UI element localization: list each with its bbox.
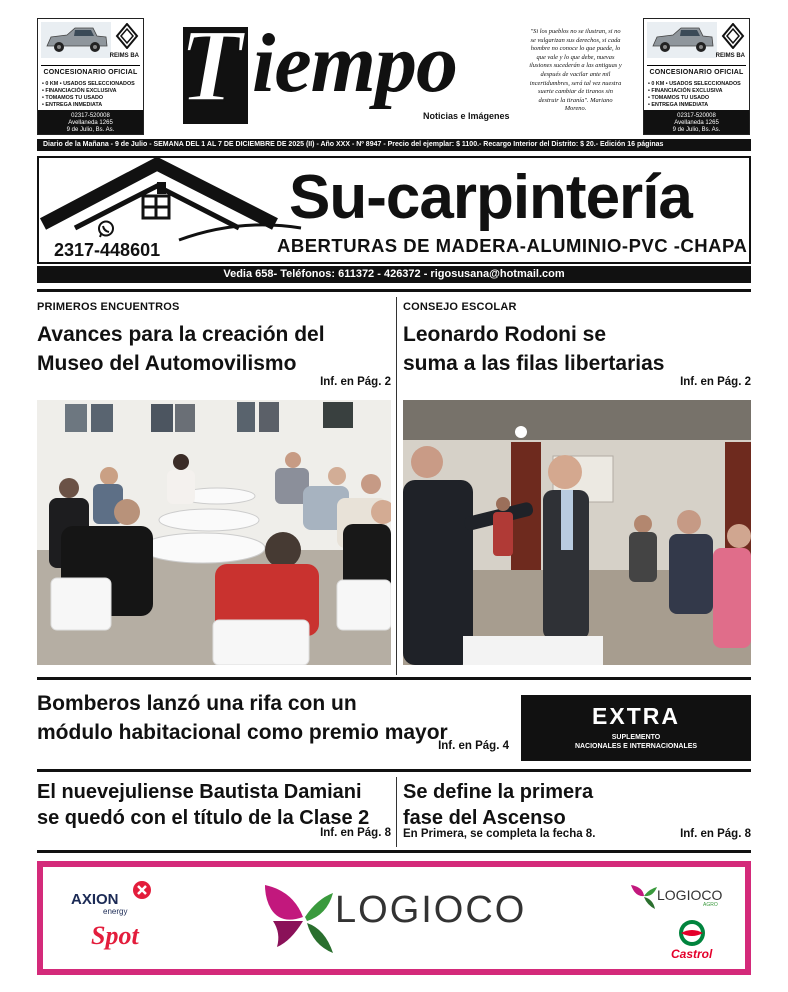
spot-logo: Spot <box>91 921 139 950</box>
axion-mark-icon <box>132 880 152 900</box>
dealer-brand: REIMS BA <box>109 53 139 59</box>
article-ascenso-subline: En Primera, se completa la fecha 8. <box>403 828 596 840</box>
dealer-footer <box>644 110 749 134</box>
castrol-wordmark: Castrol <box>671 947 713 961</box>
dealer-ad-left <box>37 18 144 135</box>
carpinteria-phone: 2317-448601 <box>54 240 161 260</box>
article-left-kicker: PRIMEROS ENCUENTROS <box>37 301 180 313</box>
castrol-logo-icon <box>677 919 707 947</box>
renault-logo-icon <box>115 23 139 49</box>
carpinteria-contact-bar: Vedia 658- Teléfonos: 611372 - 426372 - rigosusana@hotmail.com <box>37 266 751 283</box>
section-divider <box>37 769 751 772</box>
masthead-title: iempo <box>252 17 457 110</box>
article-bomberos-page-ref[interactable]: Inf. en Pág. 4 <box>438 740 509 752</box>
logioco-wordmark: LOGIOCO <box>335 889 527 931</box>
carpinteria-name: Su-carpintería <box>289 163 692 232</box>
column-divider <box>396 777 397 847</box>
headline-line: se quedó con el título de la Clase 2 <box>37 807 370 829</box>
renault-logo-icon <box>721 23 745 49</box>
dealer-list-item: • TOMAMOS TU USADO <box>42 95 104 101</box>
logioco-agro-icon <box>631 883 657 909</box>
headline-line: Museo del Automovilismo <box>37 352 297 375</box>
article-bomberos-headline[interactable] <box>37 689 448 747</box>
headline-line: suma a las filas libertarias <box>403 352 665 375</box>
dealer-list-item: • ENTREGA INMEDIATA <box>42 102 103 108</box>
carpinteria-tagline: ABERTURAS DE MADERA-ALUMINIO-PVC -CHAPA <box>277 235 748 256</box>
headline-line: módulo habitacional como premio mayor <box>37 721 448 744</box>
article-damiani-page-ref[interactable]: Inf. en Pág. 8 <box>320 827 391 839</box>
whatsapp-icon <box>97 220 115 238</box>
dealer-title: CONCESIONARIO OFICIAL <box>649 69 744 76</box>
dealer-title: CONCESIONARIO OFICIAL <box>43 69 138 76</box>
article-right-page-ref[interactable]: Inf. en Pág. 2 <box>680 376 751 388</box>
logioco-ad[interactable] <box>37 861 751 975</box>
headline-line: Leonardo Rodoni se <box>403 323 607 346</box>
dealer-list-item: • TOMAMOS TU USADO <box>648 95 710 101</box>
dealer-city: 9 de Julio, Bs. As. <box>672 127 721 133</box>
logioco-agro-wordmark: LOGIOCO <box>657 887 723 903</box>
extra-supplement-box[interactable] <box>521 695 751 761</box>
article-ascenso-page-ref[interactable]: Inf. en Pág. 8 <box>680 828 751 840</box>
edition-info-bar: Diario de la Mañana - 9 de Julio - SEMANA DEL 1 AL 7 DE DICIEMBRE DE 2025 (II) - Año XXX - Nº 8947 - Precio del ejemplar: $ 1100.- Recargo Interior del Distrito: $ 20.- Edición 16 páginas <box>37 139 751 151</box>
extra-line2: NACIONALES E INTERNACIONALES <box>574 743 698 750</box>
article-right-kicker: CONSEJO ESCOLAR <box>403 301 517 313</box>
article-ascenso-headline[interactable] <box>403 779 593 831</box>
dealer-list-item: • 0 KM • USADOS SELECCIONADOS <box>648 81 741 87</box>
headline-line: Se define la primera <box>403 781 594 803</box>
logioco-agro-sub: AGRO <box>703 902 718 908</box>
dealer-list-item: • ENTREGA INMEDIATA <box>648 102 709 108</box>
dealer-address: Avellaneda 1265 <box>674 120 719 126</box>
extra-title: EXTRA <box>592 703 680 729</box>
dealer-ad-right <box>643 18 750 135</box>
article-damiani-headline[interactable] <box>37 779 369 831</box>
headline-line: El nuevejuliense Bautista Damiani <box>37 781 362 803</box>
axion-energy-text: energy <box>103 907 128 916</box>
dealer-list <box>42 81 135 109</box>
dealer-city: 9 de Julio, Bs. As. <box>66 127 115 133</box>
dealer-list-item: • FINANCIACIÓN EXCLUSIVA <box>42 88 117 94</box>
headline-line: fase del Ascenso <box>403 807 566 829</box>
dealer-brand: REIMS BA <box>715 53 745 59</box>
extra-line1: SUPLEMENTO <box>611 734 661 741</box>
carpinteria-banner <box>37 156 751 264</box>
pickup-truck-icon <box>647 22 717 58</box>
masthead-quote: "Si los pueblos no se ilustran, si no se vulgarizan sus derechos, si cada hombre no conoce lo que puede, lo que vale y lo que debe, nuevas ilusiones sucederán a las antiguas y después de vacilar ante mil incertidumbres, será tal vez nuestra suerte cambiar de tiranos sin destruir la tiranía". Mariano Moreno. <box>529 28 622 113</box>
dealer-footer <box>38 110 143 134</box>
masthead-subtitle: Noticias e Imágenes <box>423 111 510 121</box>
axion-logo: AXION <box>71 891 119 908</box>
museum-meeting-photo <box>37 400 391 665</box>
section-divider <box>37 850 751 853</box>
dealer-phone: 02317-520008 <box>71 113 110 119</box>
logioco-butterfly-icon <box>263 881 335 957</box>
article-left-page-ref[interactable]: Inf. en Pág. 2 <box>320 376 391 388</box>
rodoni-photo <box>403 400 751 665</box>
article-right-headline[interactable] <box>403 320 664 378</box>
headline-line: Bomberos lanzó una rifa con un <box>37 692 357 715</box>
dealer-list <box>648 81 741 109</box>
section-divider <box>37 289 751 292</box>
section-divider <box>37 677 751 680</box>
masthead-first-letter: T <box>179 8 243 123</box>
article-left-headline[interactable] <box>37 320 325 378</box>
dealer-phone: 02317-520008 <box>677 113 716 119</box>
dealer-address: Avellaneda 1265 <box>68 120 113 126</box>
pickup-truck-icon <box>41 22 111 58</box>
column-divider <box>396 297 397 675</box>
dealer-list-item: • FINANCIACIÓN EXCLUSIVA <box>648 88 723 94</box>
dealer-list-item: • 0 KM • USADOS SELECCIONADOS <box>42 81 135 87</box>
headline-line: Avances para la creación del <box>37 323 325 346</box>
